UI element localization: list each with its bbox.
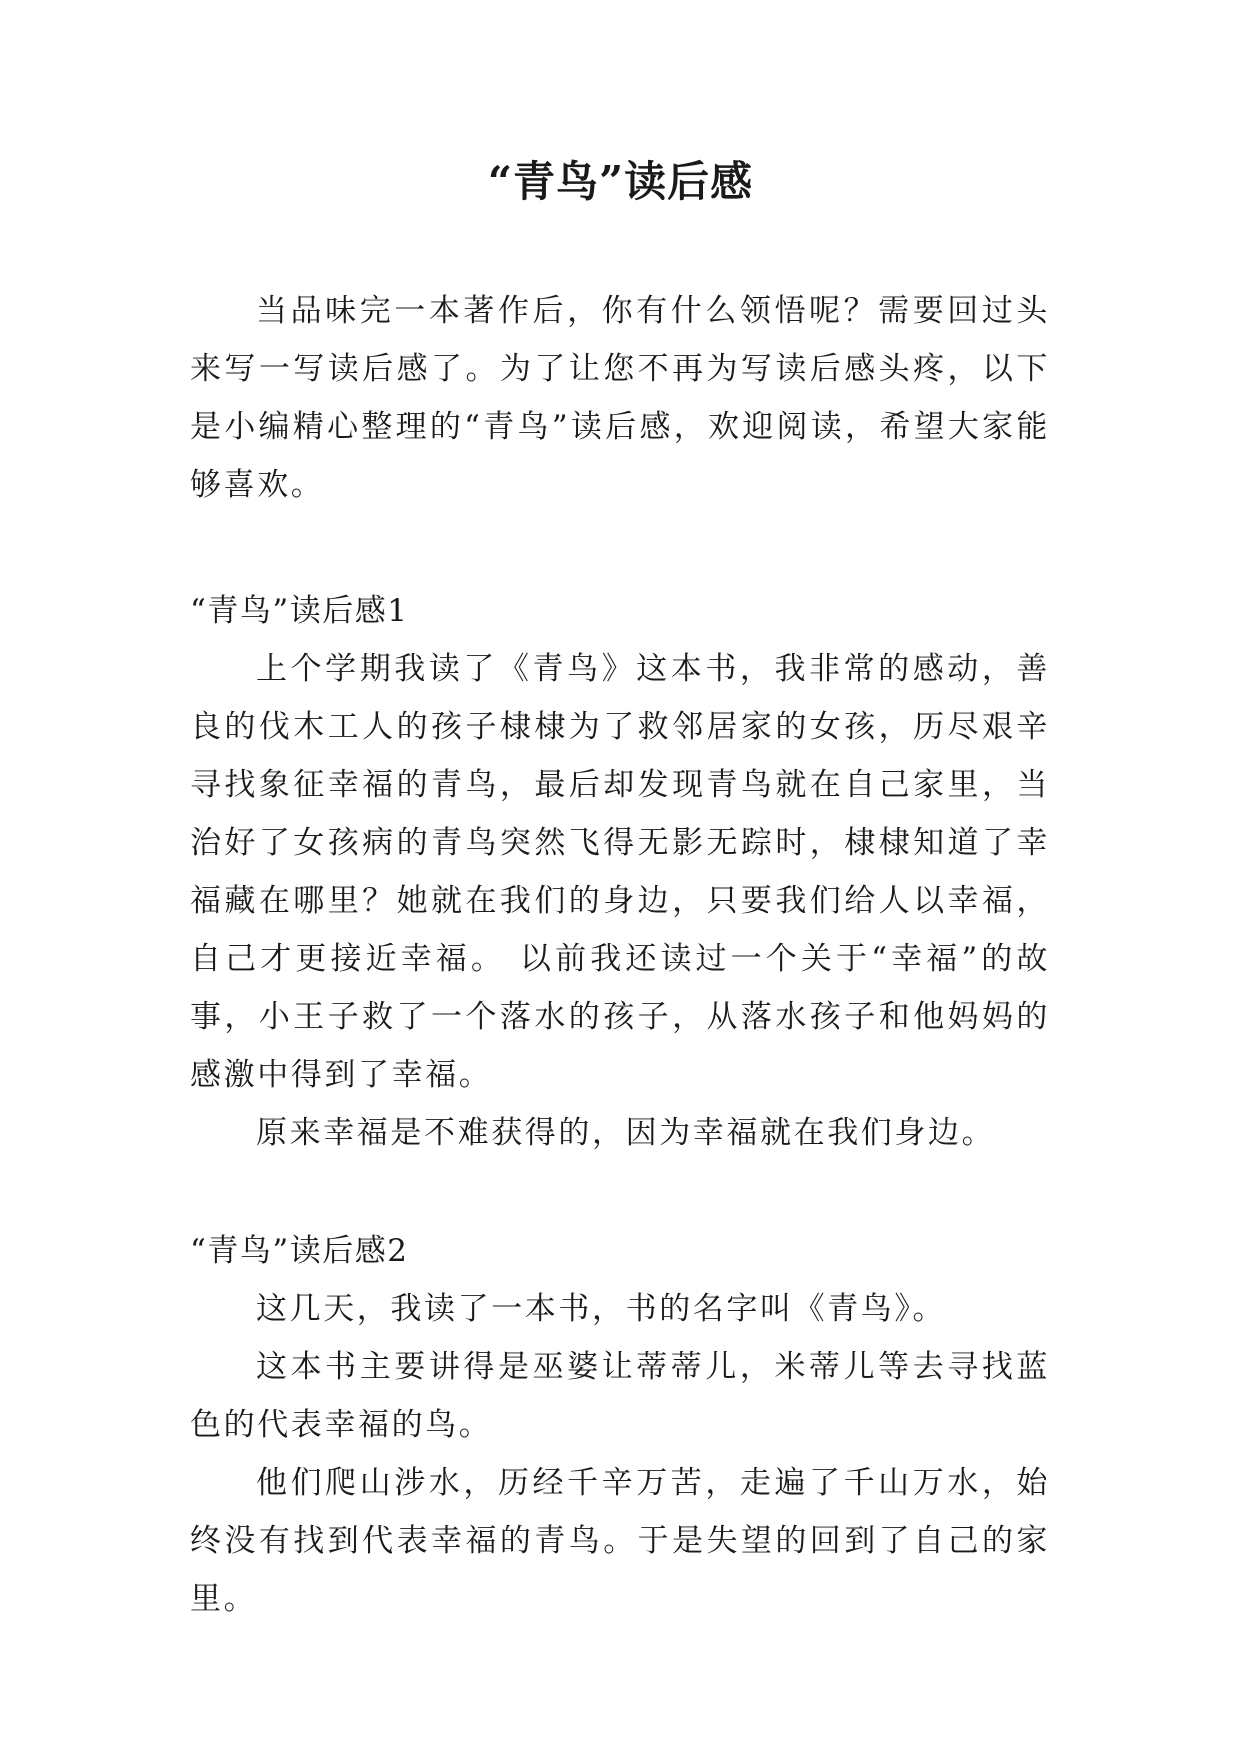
section-paragraph: 这本书主要讲得是巫婆让蒂蒂儿，米蒂儿等去寻找蓝色的代表幸福的鸟。 xyxy=(190,1349,1050,1443)
section-1 xyxy=(190,582,1050,1162)
document-body xyxy=(190,282,1050,1628)
section-heading: “青鸟”读后感1 xyxy=(190,593,409,629)
section-spacer xyxy=(190,1162,1050,1222)
section-spacer xyxy=(190,514,1050,582)
section-paragraph: 上个学期我读了《青鸟》这本书，我非常的感动，善良的伐木工人的孩子棣棣为了救邻居家的女孩，历尽艰辛寻找象征幸福的青鸟，最后却发现青鸟就在自己家里，当治好了女孩病的青鸟突然飞得无影无踪时，棣棣知道了幸福藏在哪里？她就在我们的身边，只要我们给人以幸福，自己才更接近幸福。 以前我还读过一个关于“幸福”的故事，小王子救了一个落水的孩子，从落水孩子和他妈妈的感激中得到了幸福。 xyxy=(190,651,1050,1093)
document-title: “青鸟”读后感 xyxy=(487,157,754,206)
section-paragraph: 他们爬山涉水，历经千辛万苦，走遍了千山万水，始终没有找到代表幸福的青鸟。于是失望的回到了自己的家里。 xyxy=(190,1465,1050,1617)
intro-paragraph: 当品味完一本著作后，你有什么领悟呢？需要回过头来写一写读后感了。为了让您不再为写读后感头疼，以下是小编精心整理的“青鸟”读后感，欢迎阅读，希望大家能够喜欢。 xyxy=(190,293,1050,503)
section-heading: “青鸟”读后感2 xyxy=(190,1233,409,1269)
section-2 xyxy=(190,1222,1050,1628)
section-paragraph: 这几天，我读了一本书，书的名字叫《青鸟》。 xyxy=(256,1291,947,1327)
section-paragraph: 原来幸福是不难获得的，因为幸福就在我们身边。 xyxy=(256,1115,996,1151)
